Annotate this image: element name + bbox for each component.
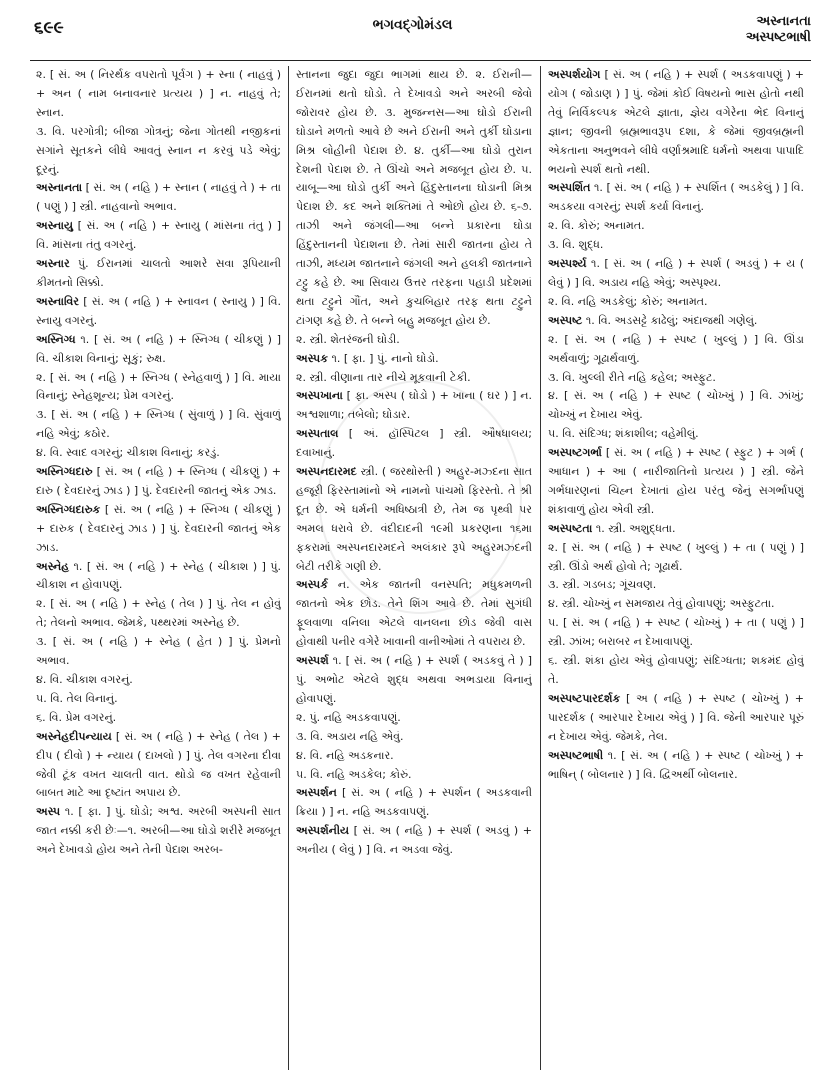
dictionary-entry xyxy=(36,803,281,860)
dictionary-entry xyxy=(548,387,804,425)
definition-text: ૨. [ સં. અ ( નહિ ) + સ્નિગ્ધ ( સ્નેહવાળું ) ] વિ. માયા વિનાનું; સ્નેહશૂન્ય; પ્રેમ વગરનું. xyxy=(36,370,281,403)
dictionary-entry xyxy=(36,369,281,407)
dictionary-entry xyxy=(548,614,804,652)
headword: અસ્નિગ્ધદારુક xyxy=(36,502,101,516)
dictionary-entry xyxy=(296,576,532,652)
definition-text: ૨. વિ. નહિ અડકેલું; કોરું; અનામત. xyxy=(548,294,708,308)
definition-text: [ સં. અ ( નહિ ) + સ્નેહ ( તેલ ) + દીપ ( દીવો ) + ન્યાય ( દાખલો ) ] પું. તેલ વગરના દીવા જેવી ટૂંક વખત ચાલતી વાત. થોડો જ વખત રહેવાની બાબત માટે આ દૃષ્ટાંત અપાય છે. xyxy=(36,729,281,800)
dictionary-entry xyxy=(548,369,804,388)
definition-text: [ ફા. અસ્પ ( ઘોડો ) + ખાના ( ઘર ) ] ન. અશ્વશાળા; તબેલો; ઘોડાર. xyxy=(296,389,532,422)
headword: અસ્નાર xyxy=(36,257,70,271)
definition-text: ૫. [ સં. અ ( નહિ ) + સ્પષ્ટ ( ચોખ્ખું ) + તા ( પણું ) ] સ્ત્રી. ઝાંખ; બરાબર ન દેખાવાપણું. xyxy=(548,616,804,649)
definition-text: [ સં. અ ( નહિ ) + સ્નાયુ ( માંસના તંતુ ) ] વિ. માંસના તંતુ વગરનું. xyxy=(36,219,281,252)
headword: અસ્પનદારમદ xyxy=(296,465,357,479)
dictionary-entry xyxy=(36,293,281,331)
definition-text: ૩. વિ. પરગોત્રી; બીજા ગોત્રનું; જેના ગોતથી નજીકનાં સગાંને સૂતકને લીધે આવતું સ્નાન ન કરવું પડે એવું; દૂરનું. xyxy=(36,124,281,176)
header-rule xyxy=(30,60,811,61)
dictionary-entry xyxy=(296,728,532,747)
definition-text: ૨. પું. નહિ અડકવાપણું. xyxy=(296,710,401,724)
dictionary-entry xyxy=(548,179,804,217)
definition-text: [ સં. અ ( નહિ ) + સ્નિગ્ધ ( ચીકણું ) + દારુક ( દેવદારનું ઝાડ ) ] પું. દેવદારની જાતનું એક ઝાડ. xyxy=(36,502,281,554)
headword: અસ્પર્શિત xyxy=(548,181,591,195)
headword: અસ્પખાના xyxy=(296,389,343,403)
definition-text: ન. એક જાતની વનસ્પતિ; મધુકમળની જાતનો એક છોડ. તેને શિંગ આવે છે. તેમાં સુગંધી ફૂલવાળા વનિલા એટલે વાનલના છોડ જેવી વાસ હોવાથી પનીર વગેરે ખાવાની વાનીઓમાં તે વપરાય છે. xyxy=(296,578,532,649)
dictionary-entry xyxy=(548,444,804,520)
definition-text: ૨. [ સં. અ ( નહિ ) + સ્પષ્ટ ( ખુલ્લું ) ] વિ. ઊંડા અર્થવાળું; ગૂઢાર્થવાળું. xyxy=(548,332,804,365)
definition-text: ૧. સ્ત્રી. અશુદ્ધતા. xyxy=(592,521,676,535)
definition-text: ૧. વિ. અડસટ્ટે કાઢેલું; અંદાજથી ગણેલું. xyxy=(582,313,758,327)
headword: અસ્પર્ક xyxy=(296,578,328,592)
dictionary-entry xyxy=(296,387,532,425)
headword: અસ્પષ્ટપારદર્શક xyxy=(548,691,621,705)
last-headword: અસ્પષ્ટભાષી xyxy=(745,30,811,45)
definition-text: સ્ત્રી. ( જરથોસ્તી ) અહુર-મઝ્દના સાત હજૂરી ફિરસ્તામાંનો એ નામનો પાંચમો ફિરસ્તો. તે શ્રી દૂત છે. એ ધર્મની અધિષ્ઠાત્રી છે, તેમ જ પૃથ્વી પર અમલ ધરાવે છે. વંદીદાદની ૧૯મી પ્રકરણના ૧૬મા ફકરામાં અસ્પનદારમદને અલંકાર રૂપે અહુરમઝ્દની બેટી તરીકે ગણી છે. xyxy=(296,465,532,573)
dictionary-entry xyxy=(548,217,804,236)
headword: અસ્નિગ્ધ xyxy=(36,332,76,346)
definition-text: ૧. [ ફા. ] પું. નાનો ઘોડો. xyxy=(327,351,439,365)
dictionary-entry xyxy=(36,444,281,463)
first-headword: અસ્નાનતા xyxy=(756,14,811,29)
dictionary-entry xyxy=(296,747,532,766)
dictionary-entry xyxy=(36,595,281,633)
page-number: ૬૯૯ xyxy=(34,18,64,38)
dictionary-entry xyxy=(548,312,804,331)
dictionary-entry xyxy=(36,179,281,217)
dictionary-entry xyxy=(36,728,281,804)
definition-text: ૩. વિ. શુદ્ધ. xyxy=(548,238,604,252)
headword: અસ્પક xyxy=(296,351,328,365)
dictionary-entry xyxy=(296,709,532,728)
column-divider xyxy=(288,66,289,1070)
dictionary-entry xyxy=(296,784,532,822)
definition-text: ૬. સ્ત્રી. શંકા હોય એવું હોવાપણું; સંદિગ્ધતા; શકમંદ હોવું તે. xyxy=(548,654,804,686)
dictionary-entry xyxy=(296,331,532,350)
definition-text: ૫. વિ. તેલ વિનાનું. xyxy=(36,691,118,705)
dictionary-entry xyxy=(296,652,532,709)
dictionary-entry xyxy=(36,671,281,690)
definition-text: [ સં. અ ( નહિ ) + સ્નાન ( નાહવું તે ) + તા ( પણું ) ] સ્ત્રી. નાહવાનો અભાવ. xyxy=(36,181,281,214)
headword: અસ્પર્શ્ય xyxy=(548,257,587,271)
column-2 xyxy=(296,66,532,1070)
definition-text: [ સં. અ ( નહિ ) + સ્નાવન ( સ્નાયુ ) ] વિ. સ્નાયુ વગરનું. xyxy=(36,294,281,327)
dictionary-entry xyxy=(296,350,532,369)
dictionary-entry xyxy=(36,501,281,558)
definition-text: [ અં. હૉસ્પિટલ ] સ્ત્રી. ઔષધાલય; દવાખાનું. xyxy=(296,427,532,460)
definition-text: ૬. વિ. પ્રેમ વગરનું. xyxy=(36,710,117,724)
definition-text: ૧. [ સં. અ ( નહિ ) + સ્પર્શ ( અડવું ) + ય ( લેવું ) ] વિ. અડાય નહિ એવું; અસ્પૃશ્ય. xyxy=(548,257,804,289)
dictionary-entry xyxy=(296,822,532,860)
headword: અસ્નાયુ xyxy=(36,219,73,233)
definition-text: ૩. [ સં. અ ( નહિ ) + સ્નેહ ( હેત ) ] પું. પ્રેમનો અભાવ. xyxy=(36,635,281,668)
definition-text: ૫. વિ. સંદિગ્ધ; શંકાશીલ; વહેમીલું. xyxy=(548,427,699,441)
dictionary-entry xyxy=(36,633,281,671)
dictionary-entry xyxy=(296,766,532,785)
dictionary-entry xyxy=(548,595,804,614)
definition-text: ૪. વિ. નહિ અડકનાર. xyxy=(296,748,394,762)
running-headwords xyxy=(746,14,811,46)
definition-text: [ સં. અ ( નહિ ) + સ્પર્શ ( અડવું ) + અનીય ( લેવું ) ] વિ. ન અડવા જેવું. xyxy=(296,824,532,857)
dictionary-entry xyxy=(36,217,281,255)
definition-text: [ સં. અ ( નહિ ) + સ્પષ્ટ ( સ્ફુટ ) + ગર્ભ ( આધાન ) + આ ( નારીજાતિનો પ્રત્યય ) ] સ્ત્રી. જેને ગર્ભધારણનાં ચિહ્ન દેખાતાં હોય પરંતુ જેનું સગર્ભાપણું શંકાવાળું હોય એવી સ્ત્રી. xyxy=(548,446,804,516)
headword: અસ્પતાલ xyxy=(296,427,339,441)
definition-text: ૩. વિ. ખુલ્લી રીતે નહિ કહેલ; અસ્ફુટ. xyxy=(548,370,716,384)
dictionary-entry xyxy=(548,576,804,595)
definition-text: ૨. [ સં. અ ( નિરર્થક વપરાતો પૂર્વગ ) + સ્ના ( નાહવું ) + અન ( નામ બનાવનાર પ્રત્યય ) ] ન. નાહવું તે; સ્નાન. xyxy=(36,68,281,119)
definition-text: ૨. [ સં. અ ( નહિ ) + સ્પષ્ટ ( ખુલ્લું ) + તા ( પણું ) ] સ્ત્રી. ઊંડો અર્થ હોવો તે; ગૂઢાર્થ. xyxy=(548,540,804,573)
headword: અસ્પ xyxy=(36,805,61,819)
dictionary-entry xyxy=(548,293,804,312)
dictionary-entry xyxy=(36,558,281,596)
dictionary-entry xyxy=(296,463,532,576)
column-1 xyxy=(36,66,281,1070)
definition-text: ૪. વિ. ચીકાશ વગરનું. xyxy=(36,673,133,686)
headword: અસ્નેહદીપન્યાય xyxy=(36,729,112,743)
column-3 xyxy=(548,66,804,1070)
dictionary-entry xyxy=(296,369,532,388)
dictionary-entry xyxy=(548,747,804,785)
headword: અસ્નેહ xyxy=(36,559,70,573)
dictionary-entry xyxy=(548,66,804,179)
dictionary-entry xyxy=(36,463,281,501)
dictionary-entry xyxy=(36,331,281,369)
definition-text: [ સં. અ ( નહિ ) + સ્પર્શ ( અડકવાપણું ) + યોગ ( જોડાણ ) ] પું. જેમાં કોઈ વિષયનો ભાસ હોતો નથી તેવું નિર્વિકલ્પક એટલે જ્ઞાતા, જ્ઞેય વગેરેના ભેદ વિનાનું જ્ઞાન; જીવની બ્રહ્મભાવરૂપ દશા, કે જેમાં જીવબ્રહ્મની એકતાના અનુભવને લીધે વર્ણાશ્રમાદિ ધર્મનો અથવા પાપાદિ ભયનો સ્પર્શ થતો નથી. xyxy=(548,68,804,176)
definition-text: ૩. વિ. અડાય નહિ એવું. xyxy=(296,729,404,743)
dictionary-entry xyxy=(548,652,804,690)
dictionary-entry xyxy=(548,331,804,369)
headword: અસ્પર્શયોગ xyxy=(548,68,601,81)
page-title: ભગવદ્ગોમંડલ xyxy=(372,17,453,33)
definition-text: ૪. વિ. સ્વાદ વગરનું; ચીકાશ વિનાનું; કરડું. xyxy=(36,446,220,460)
headword: અસ્પષ્ટતા xyxy=(548,521,593,535)
definition-text: ૧. [ સં. અ ( નહિ ) + સ્પર્શ ( અડકવું તે ) ] પું. અભોટ એટલે શુદ્ધ અથવા અભડાયા વિનાનું હોવાપણું. xyxy=(296,654,532,705)
definition-text: ૩. સ્ત્રી. ગડબડ; ગૂંચવણ. xyxy=(548,578,657,592)
dictionary-entry xyxy=(548,425,804,444)
dictionary-entry xyxy=(548,255,804,293)
dictionary-entry xyxy=(36,406,281,444)
dictionary-entry xyxy=(548,690,804,747)
definition-text: સ્તાનના જુદા જુદા ભાગમાં થાય છે. ૨. ઈરાની—ઈરાનમાં થતો ઘોડો. તે દેખાવડો અને અરબી જેવો જોરાવર હોય છે. ૩. મુજન્નસ—આ ઘોડો ઈરાની ઘોડાને મળતો આવે છે અને ઈરાની અને તુર્કી ઘોડાના મિશ્ર લોહીની પેદાશ છે. ૪. તુર્કી—આ ઘોડો તુરાન દેશની પેદાશ છે. તે ઊંચો અને મજબૂત હોય છે. ૫. યાબૂ—આ ઘોડો તુર્કી અને હિંદુસ્તાનના ઘોડાની મિશ્ર પેદાશ છે. કદ અને શક્તિમાં તે ઓછો હોય છે. ૬-૭. તાઝી અને જંગલી—આ બન્ને પ્રકારના ઘોડા હિંદુસ્તાનની પેદાશના છે. તેમાં સારી જાતના હોય તે તાઝી, મધ્યમ જાતનાને જંગલી અને હલકી જાતનાને ટટ્ટુ કહે છે. આ સિવાય ઉત્તર તરફના પહાડી પ્રદેશમાં થતા ટટ્ટુને ગૌંત, અને કુચબિહાર તરફ થતા ટટ્ટુને ટાંગણ કહે છે. તે બન્ને બહુ મજબૂત હોય છે. xyxy=(296,68,532,327)
headword: અસ્પર્શનીય xyxy=(296,824,350,838)
definition-text: ૧. [ સં. અ ( નહિ ) + સ્પષ્ટ ( ચોખ્ખું ) + ભાષિન્ ( બોલનાર ) ] વિ. દ્વિઅર્થી બોલનાર. xyxy=(548,748,804,781)
headword: અસ્પર્શ xyxy=(296,654,329,668)
definition-text: ૪. [ સં. અ ( નહિ ) + સ્પષ્ટ ( ચોખ્ખું ) ] વિ. ઝાંખું; ચોખ્ખું ન દેખાય એવું. xyxy=(548,389,804,422)
definition-text: ૪. સ્ત્રી. ચોખ્ખું ન સમજાય તેવું હોવાપણું; અસ્ફુટતા. xyxy=(548,597,775,611)
definition-text: [ અ ( નહિ ) + સ્પષ્ટ ( ચોખ્ખું ) + પારદર્શક ( આરપાર દેખાય એવું ) ] વિ. જેની આરપાર પૂરું ન દેખાય એવું. જેમકે, તેલ. xyxy=(548,691,804,743)
definition-text: ૧. [ સં. અ ( નહિ ) + સ્નિગ્ધ ( ચીકણું ) ] વિ. ચીકાશ વિનાનું; સૂકું; રુક્ષ. xyxy=(36,332,281,365)
definition-text: ૨. સ્ત્રી. વીણાના તાર નીચે મૂકવાની ટેકી. xyxy=(296,370,471,384)
definition-text: ૨. સ્ત્રી. શેતરંજની ઘોડી. xyxy=(296,332,400,346)
definition-text: ૫. વિ. નહિ અડકેલ; કોરું. xyxy=(296,767,412,781)
definition-text: ૧. [ ફા. ] પું. ઘોડો; અશ્વ. અરબી અસ્પની સાત જાત નક્કી કરી છેઃ—૧. અરબી—આ ઘોડો શરીરે મજબૂત અને દેખાવડો હોય અને તેની પેદાશ અરબ- xyxy=(36,805,281,857)
definition-text: [ સં. અ ( નહિ ) + સ્પર્શન ( અડકવાની ક્રિયા ) ] ન. નહિ અડકવાપણું. xyxy=(296,786,532,819)
headword: અસ્નાવિર xyxy=(36,294,79,308)
column-divider xyxy=(540,66,541,1070)
headword: અસ્પર્શન xyxy=(296,786,337,800)
definition-text: પું. ઈરાનમાં ચાલતો આશરે સવા રૂપિયાની કીમતનો સિક્કો. xyxy=(36,257,281,289)
headword: અસ્પષ્ટગર્ભા xyxy=(548,446,602,460)
headword: અસ્પષ્ટભાષી xyxy=(548,748,604,762)
definition-text: ૨. [ સં. અ ( નહિ ) + સ્નેહ ( તેલ ) ] પું. તેલ ન હોવું તે; તેલનો અભાવ. જેમકે, પથ્થરમાં અસ્નેહ છે. xyxy=(36,597,281,630)
definition-text: ૨. વિ. કોરું; અનામત. xyxy=(548,219,645,233)
dictionary-entry xyxy=(548,520,804,539)
dictionary-entry xyxy=(36,66,281,123)
definition-text: [ સં. અ ( નહિ ) + સ્નિગ્ધ ( ચીકણું ) + દારુ ( દેવદારનું ઝાડ ) ] પું. દેવદારની જાતનું એક ઝાડ. xyxy=(36,465,281,497)
dictionary-entry xyxy=(36,690,281,709)
dictionary-entry xyxy=(296,66,532,331)
dictionary-entry xyxy=(296,425,532,463)
definition-text: ૧. [ સં. અ ( નહિ ) + સ્નેહ ( ચીકાશ ) ] પું. ચીકાશ ન હોવાપણું. xyxy=(36,559,281,592)
definition-text: ૧. [ સં. અ ( નહિ ) + સ્પર્શિત ( અડકેલું ) ] વિ. અડકયા વગરનું; સ્પર્શ કર્યા વિનાનું. xyxy=(548,181,804,214)
headword: અસ્નાનતા xyxy=(36,181,83,195)
dictionary-entry xyxy=(548,236,804,255)
dictionary-entry xyxy=(548,539,804,577)
dictionary-entry xyxy=(36,709,281,728)
headword: અસ્નિગ્ધદારુ xyxy=(36,465,93,479)
headword: અસ્પષ્ટ xyxy=(548,313,583,327)
definition-text: ૩. [ સં. અ ( નહિ ) + સ્નિગ્ધ ( સુંવાળું ) ] વિ. સુંવાળું નહિ એવું; કઠોર. xyxy=(36,408,281,441)
dictionary-entry xyxy=(36,123,281,180)
dictionary-entry xyxy=(36,255,281,293)
